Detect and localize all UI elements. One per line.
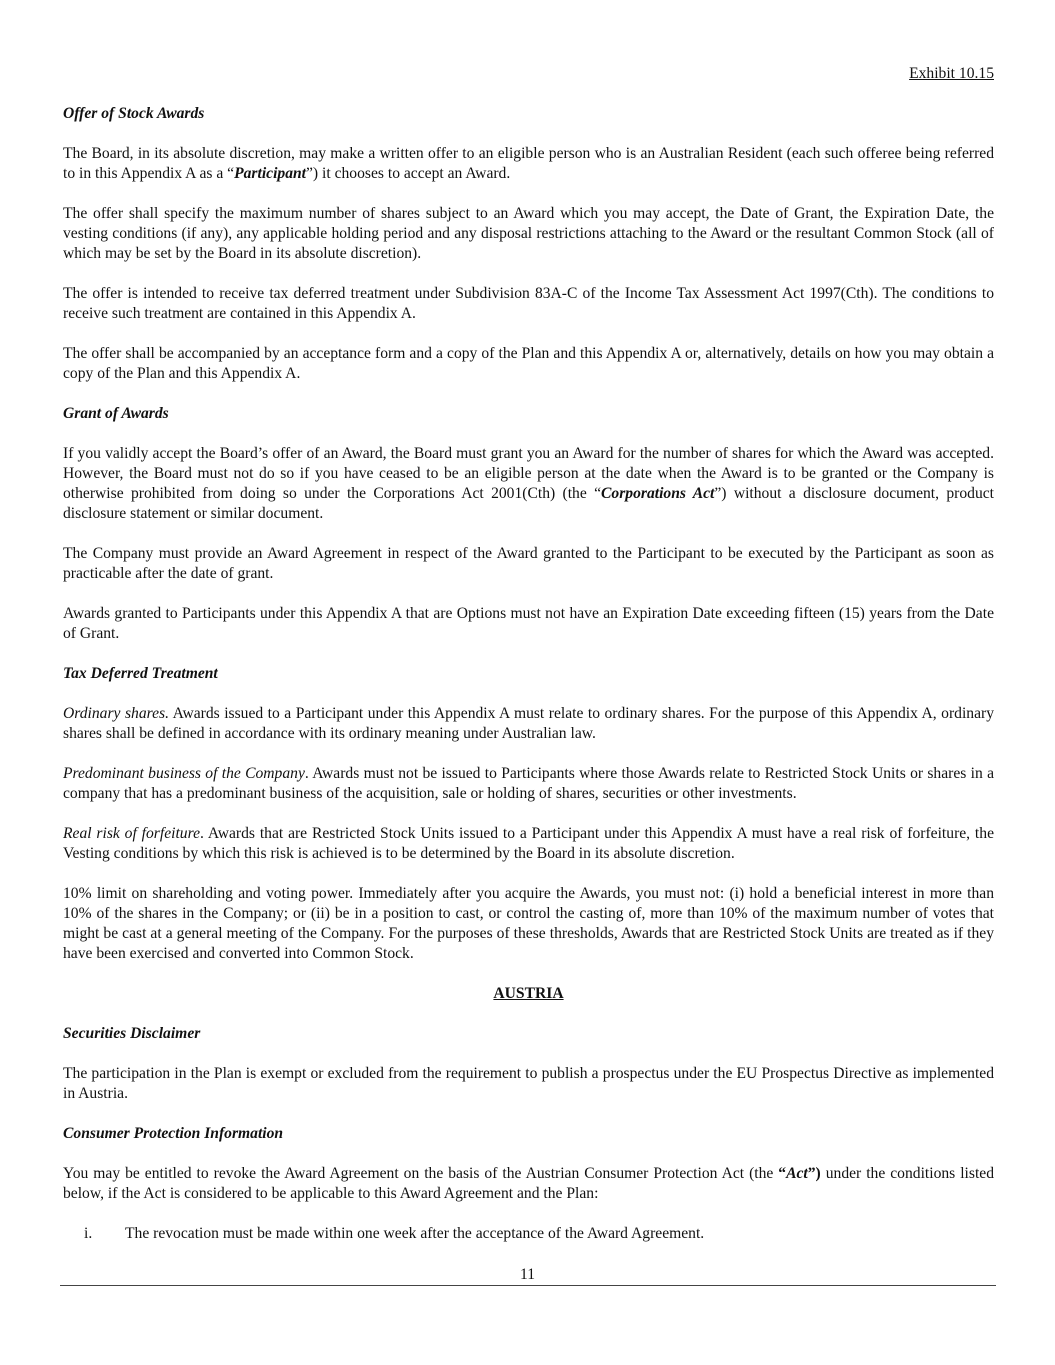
page-content xyxy=(63,64,994,1244)
securities-disclaimer-paragraph: The participation in the Plan is exempt or excluded from the requirement to publish a prospectus under the EU Prospectus Directive as implemented in Austria. xyxy=(63,1065,994,1102)
act-term: Act xyxy=(786,1165,808,1182)
list-item-number: i. xyxy=(84,1225,93,1242)
offer-paragraph-1: The Board, in its absolute discretion, may make a written offer to an eligible person who is an Australian Resident (each such offeree being referred to in this Appendix A as a “Participant”) it chooses to accept an Award. xyxy=(63,145,994,182)
grant-paragraph-3: Awards granted to Participants under this Appendix A that are Options must not have an Expiration Date exceeding fifteen (15) years from the Date of Grant. xyxy=(63,605,994,642)
corporations-act-term: Corporations Act xyxy=(601,485,715,502)
footer-divider xyxy=(60,1285,996,1286)
participant-term: Participant xyxy=(234,165,307,182)
grant-heading: Grant of Awards xyxy=(63,405,169,422)
securities-disclaimer-heading: Securities Disclaimer xyxy=(63,1025,201,1042)
grant-paragraph-2: The Company must provide an Award Agreement in respect of the Award granted to the Participant to be executed by the Participant as soon as practicable after the date of grant. xyxy=(63,545,994,582)
exhibit-label: Exhibit 10.15 xyxy=(909,65,994,82)
offer-paragraph-3: The offer is intended to receive tax deferred treatment under Subdivision 83A-C of the Income Tax Assessment Act 1997(Cth). The conditions to receive such treatment are contained in this Appendix A. xyxy=(63,285,994,322)
list-item xyxy=(63,1224,994,1244)
offer-paragraph-2: The offer shall specify the maximum number of shares subject to an Award which you may accept, the Date of Grant, the Expiration Date, the vesting conditions (if any), any applicable holding period and any disposal restrictions attaching to the Award or the resultant Common Stock (all of which may be set by the Board in its absolute discretion). xyxy=(63,205,994,262)
list-item-text: The revocation must be made within one week after the acceptance of the Award Agreement. xyxy=(125,1225,705,1242)
consumer-protection-paragraph: You may be entitled to revoke the Award Agreement on the basis of the Austrian Consumer Protection Act (the “Act”) under the conditions listed below, if the Act is considered to be applicable to this Award Agreement and the Plan: xyxy=(63,1165,994,1202)
offer-heading: Offer of Stock Awards xyxy=(63,105,205,122)
tax-paragraph-3: Real risk of forfeiture. Awards that are Restricted Stock Units issued to a Participant under this Appendix A must have a real risk of forfeiture, the Vesting conditions by which this risk is achieved is to be determined by the Board in its absolute discretion. xyxy=(63,825,994,862)
offer-paragraph-4: The offer shall be accompanied by an acceptance form and a copy of the Plan and this Appendix A or, alternatively, details on how you may obtain a copy of the Plan and this Appendix A. xyxy=(63,345,994,382)
tax-paragraph-4: 10% limit on shareholding and voting power. Immediately after you acquire the Awards, you must not: (i) hold a beneficial interest in more than 10% of the shares in the Company; or (ii) be in a position to cast, or control the casting of, more than 10% of the maximum number of votes that might be cast at a general meeting of the Company. For the purposes of these thresholds, Awards that are Restricted Stock Units are treated as if they have been exercised and converted into Common Stock. xyxy=(63,885,994,962)
tax-heading: Tax Deferred Treatment xyxy=(63,665,218,682)
page-number: 11 xyxy=(519,1266,535,1283)
consumer-protection-heading: Consumer Protection Information xyxy=(63,1125,284,1142)
tax-paragraph-1: Ordinary shares. Awards issued to a Participant under this Appendix A must relate to ordinary shares. For the purpose of this Appendix A, ordinary shares shall be defined in accordance with its ordinary meaning under Australian law. xyxy=(63,705,994,742)
austria-heading: AUSTRIA xyxy=(493,985,564,1002)
tax-paragraph-2: Predominant business of the Company. Awards must not be issued to Participants where those Awards relate to Restricted Stock Units or shares in a company that has a predominant business of the acquisition, sale or holding of shares, securities or other investments. xyxy=(63,765,994,802)
grant-paragraph-1: If you validly accept the Board’s offer of an Award, the Board must grant you an Award for the number of shares for which the Award was accepted. However, the Board must not do so if you have ceased to be an eligible person at the date when the Award is to be granted or the Company is otherwise prohibited from doing so under the Corporations Act 2001(Cth) (the “Corporations Act”) without a disclosure document, product disclosure statement or similar document. xyxy=(63,445,994,522)
